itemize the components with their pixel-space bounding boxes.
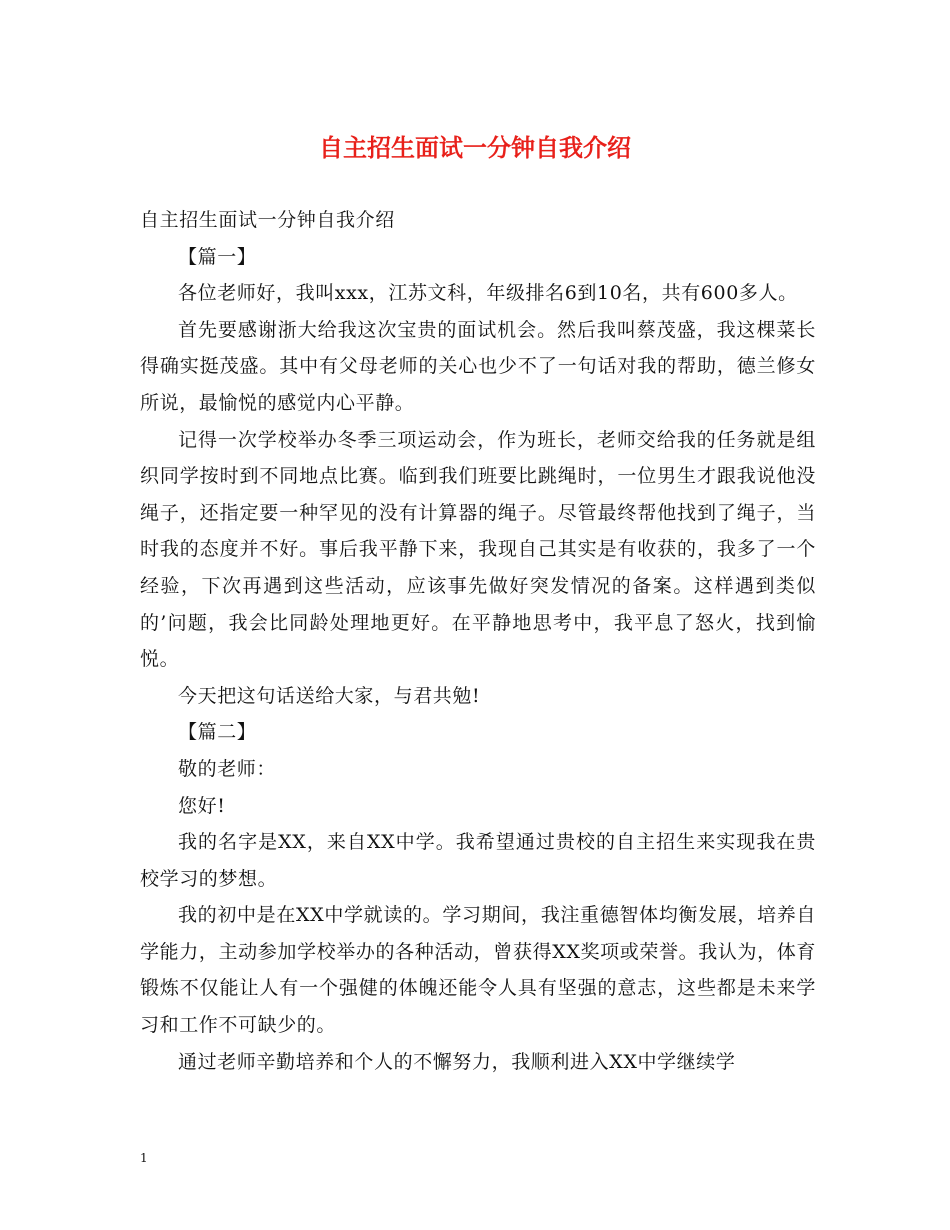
paragraph: 我的名字是XX，来自XX中学。我希望通过贵校的自主招生来实现我在贵校学习的梦想。: [140, 831, 816, 890]
page-number: 1: [140, 1151, 148, 1165]
paragraph: 首先要感谢浙大给我这次宝贵的面试机会。然后我叫蔡茂盛，我这棵菜长得确实挺茂盛。其中有父母老师的关心也少不了一句话对我的帮助，德兰修女所说，最愉悦的感觉内心平静。: [140, 318, 816, 414]
paragraph-section-one-heading: 【篇一】: [178, 245, 257, 268]
paragraph: 今天把这句话送给大家，与君共勉!: [178, 684, 481, 707]
document-body: [140, 202, 816, 1080]
document-title: 自主招生面试一分钟自我介绍: [319, 133, 631, 162]
paragraph: 记得一次学校举办冬季三项运动会，作为班长，老师交给我的任务就是组织同学按时到不同地点比赛。临到我们班要比跳绳时，一位男生才跟我说他没绳子，还指定要一种罕见的没有计算器的绳子。尽管最终帮他找到了绳子，当时我的态度并不好。事后我平静下来，我现自己其实是有收获的，我多了一个经验，下次再遇到这些活动，应该事先做好突发情况的备案。这样遇到类似的’问题，我会比同龄处理地更好。在平静地思考中，我平息了怒火，找到愉悦。: [140, 428, 816, 671]
paragraph: 通过老师辛勤培养和个人的不懈努力，我顺利进入XX中学继续学: [178, 1050, 736, 1073]
paragraph-section-two-heading: 【篇二】: [178, 721, 257, 744]
paragraph-greeting: 您好!: [178, 794, 226, 817]
paragraph: 各位老师好，我叫xxx，江苏文科，年级排名6到10名，共有600多人。: [178, 282, 798, 305]
paragraph: 我的初中是在XX中学就读的。学习期间，我注重德智体均衡发展，培养自学能力，主动参加学校举办的各种活动，曾获得XX奖项或荣誉。我认为，体育锻炼不仅能让人有一个强健的体魄还能令人具有坚强的意志，这些都是未来学习和工作不可缺少的。: [140, 904, 816, 1037]
paragraph-salutation: 敬的老师：: [178, 757, 277, 780]
paragraph-subtitle: 自主招生面试一分钟自我介绍: [140, 209, 395, 231]
